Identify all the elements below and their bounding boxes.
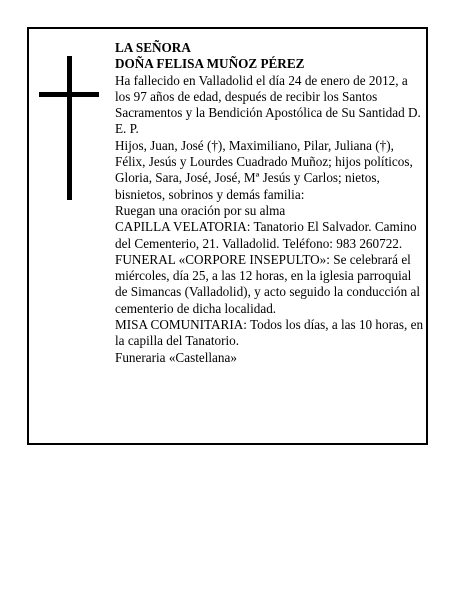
funeral-info: FUNERAL «CORPORE INSEPULTO»: Se celebrará el miércoles, día 25, a las 12 horas, en la iglesia parroquial de Simancas (Valladolid), y acto seguido la conducción al cementerio de dicha localidad. [115,251,421,316]
prayer-request: Ruegan una oración por su alma [115,202,286,218]
cross-vertical-bar [67,56,72,200]
deceased-name: DOÑA FELISA MUÑOZ PÉREZ [115,56,305,72]
latin-cross-icon [39,56,99,200]
cross-horizontal-bar [39,92,99,97]
obituary-text [115,40,425,366]
family-list: Hijos, Juan, José (†), Maximiliano, Pilar, Juliana (†), Félix, Jesús y Lourdes Cuadrado Muñoz; hijos políticos, Gloria, Sara, José, José, Mª Jesús y Carlos; nietos, bisnietos, sobrinos y demás familia: [115,137,413,202]
death-announcement: Ha fallecido en Valladolid el día 24 de enero de 2012, a los 97 años de edad, después de recibir los Santos Sacramentos y la Bendición Apostólica de Su Santidad D. E. P. [115,72,421,137]
funeral-home: Funeraria «Castellana» [115,349,237,365]
notice-title: LA SEÑORA [115,40,191,55]
community-mass-info: MISA COMUNITARIA: Todos los días, a las 10 horas, en la capilla del Tanatorio. [115,317,424,349]
obituary-notice-frame [27,27,428,445]
wake-chapel-info: CAPILLA VELATORIA: Tanatorio El Salvador. Camino del Cementerio, 21. Valladolid. Teléfono: 983 260722. [115,219,417,251]
